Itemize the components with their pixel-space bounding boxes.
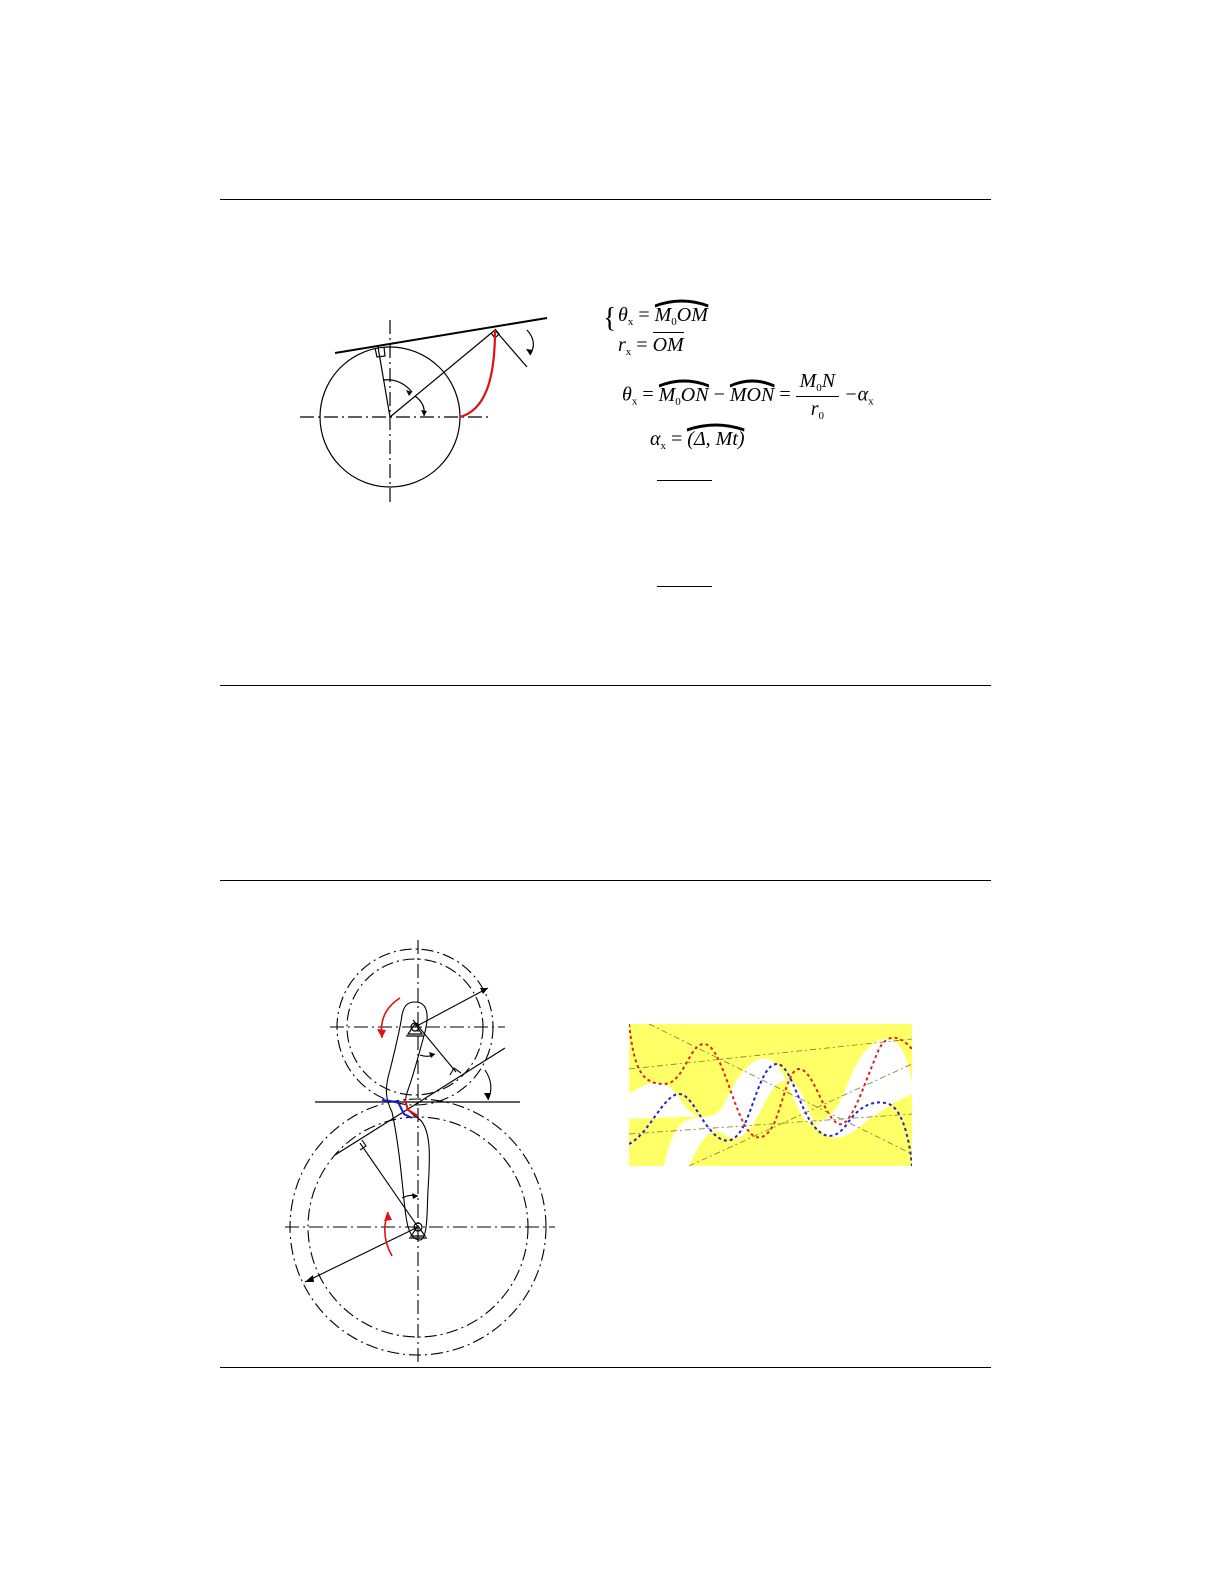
involute-figure: [290, 300, 560, 515]
gear-mesh-figure: [280, 940, 560, 1365]
rule-top: [220, 199, 991, 200]
short-rule-2: [657, 586, 712, 587]
gear-teeth-picture: [629, 1024, 912, 1166]
rule-bottom: [220, 1367, 991, 1368]
short-rule-1: [657, 480, 712, 481]
equation-theta-def: $\theta_x$ = $M_0OM$: [618, 304, 708, 328]
involute-curve: [460, 330, 495, 417]
equation-brace: {: [603, 303, 617, 334]
equation-alpha-def: $\alpha_x$ = (Δ, Mt): [650, 428, 745, 452]
equation-r-def: $r_x$ = OM: [618, 334, 684, 358]
equation-theta-expansion: $\theta_x$ = $M_0ON$ − MON = $\frac{M_0N}{r_0}$ $-\alpha_x$: [622, 370, 874, 422]
rule-middle-1: [220, 685, 991, 686]
tangent-line: [335, 318, 547, 353]
rule-middle-2: [220, 880, 991, 881]
